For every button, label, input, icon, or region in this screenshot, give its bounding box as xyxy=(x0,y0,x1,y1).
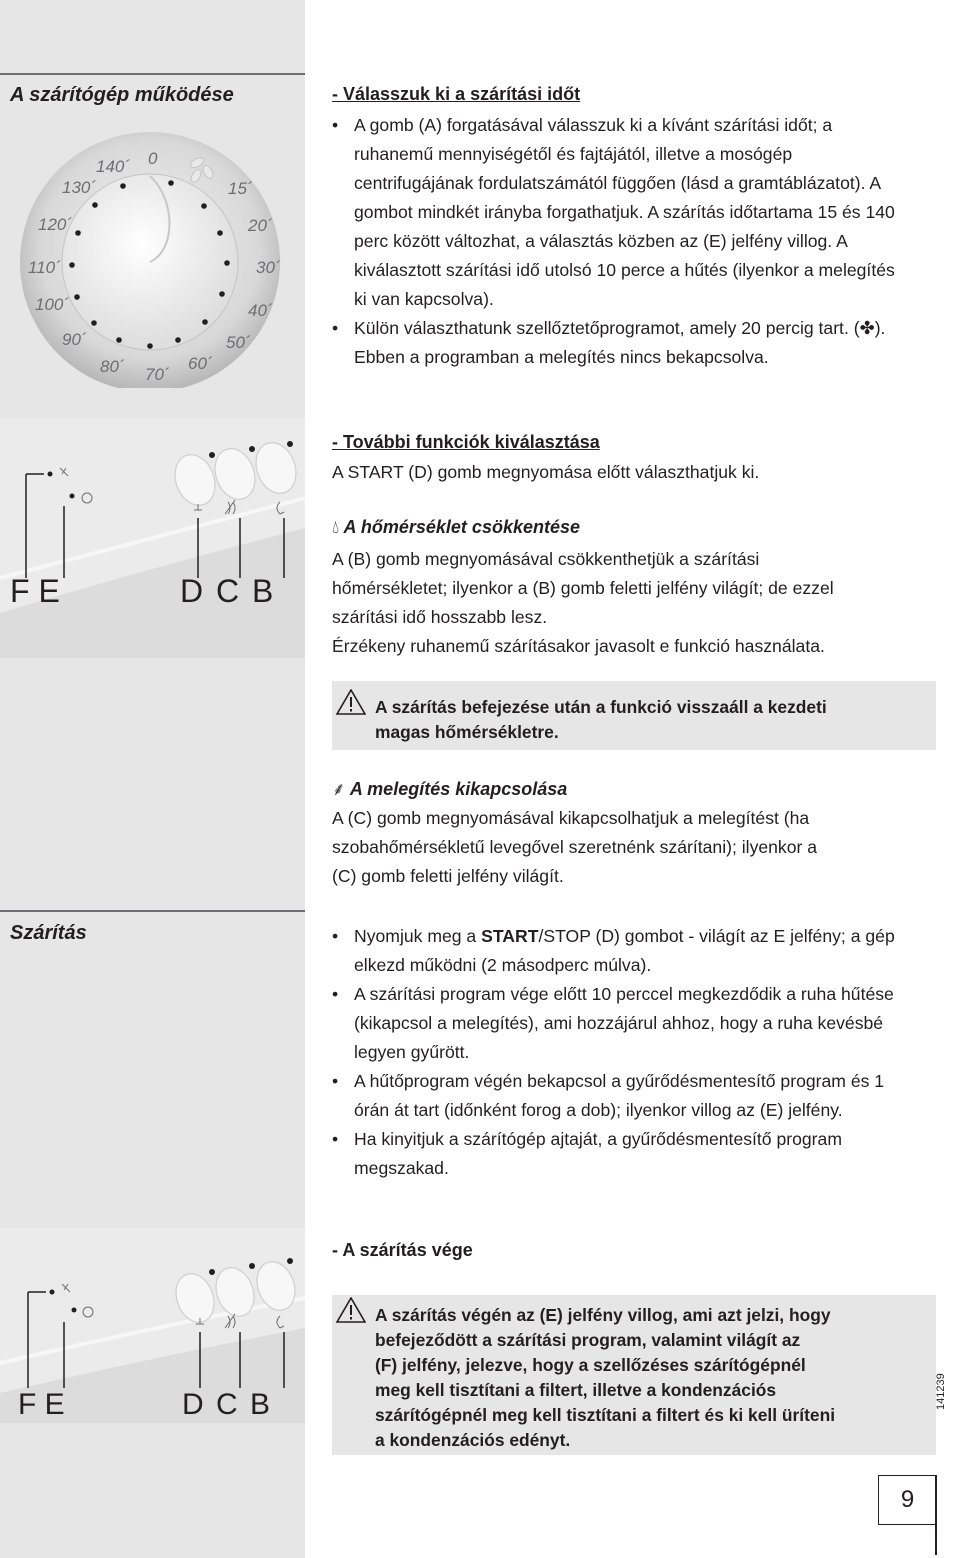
page-number-text: 9 xyxy=(900,1486,915,1513)
start-label: START xyxy=(481,926,539,946)
section-title-drying: Szárítás xyxy=(10,922,87,944)
warning-line: A szárítás végén az (E) jelfény villog, ami azt jelzi, hogy xyxy=(375,1305,831,1325)
time-bullets xyxy=(332,111,912,372)
heading-further-functions: - További funkciók kiválasztása xyxy=(332,432,600,452)
section-divider xyxy=(0,910,305,912)
text-line: A (B) gomb megnyomásával csökkenthetjük a szárítási xyxy=(332,549,760,569)
functions-intro: A START (D) gomb megnyomása előtt választhatjuk ki. xyxy=(332,462,760,482)
heading-select-time: - Válasszuk ki a szárítási időt xyxy=(332,84,581,104)
heating-off-title-text: A melegítés kikapcsolása xyxy=(349,779,568,799)
panel-letters-fe: F E xyxy=(18,1388,65,1421)
panel-letters-fe: F E xyxy=(10,573,60,609)
warning-line: A szárítás befejezése után a funkció visszaáll a kezdeti xyxy=(375,697,827,717)
list-item xyxy=(332,111,912,314)
warning-icon xyxy=(336,689,366,715)
temp-reduction-text xyxy=(332,545,932,661)
dial-label: 40´ xyxy=(248,301,273,320)
text-line: Érzékeny ruhanemű szárításakor javasolt e funkció használata. xyxy=(332,636,825,656)
list-item-text: A szárítási program vége előtt 10 perccel megkezdődik a ruha hűtése (kikapcsol a melegítés), ami hozzájárul ahhoz, hogy a ruha kevésbé legyen gyűrött. xyxy=(354,984,894,1062)
list-item xyxy=(332,1067,912,1125)
dial-label: 15´ xyxy=(228,179,253,198)
dial-label: 0 xyxy=(148,149,158,168)
warning-line: (F) jelfény, jelezve, hogy a szellőzéses szárítógépnél xyxy=(375,1355,806,1375)
panel-letters-dcb: D C B xyxy=(180,573,276,609)
temp-reduction-title-text: A hőmérséklet csökkentése xyxy=(343,517,580,537)
dial-label: 60´ xyxy=(188,354,213,373)
list-item-text: /STOP (D) gombot - világít az E jelfény; a gép elkezd működni (2 másodperc múlva). xyxy=(354,926,895,975)
warning-line: magas hőmérsékletre. xyxy=(375,722,559,742)
list-item-text: Ha kinyitjuk a szárítógép ajtaját, a gyűrődésmentesítő program megszakad. xyxy=(354,1129,842,1178)
list-item-text: ). Ebben a programban a melegítés nincs bekapcsolva. xyxy=(354,318,886,367)
heading-drying-end: - A szárítás vége xyxy=(332,1240,473,1260)
warning-line: meg kell tisztítani a filtert, illetve a kondenzációs xyxy=(375,1380,777,1400)
list-item-text: Nyomjuk meg a xyxy=(354,926,482,946)
timer-dial-illustration xyxy=(0,108,305,388)
list-item-text: A gomb (A) forgatásával válasszuk ki a kívánt szárítási időt; a ruhanemű mennyiségétől és fajtájától, illetve a mosógép centrifugájának fordulatszámától függően (lásd a gramtáblázatot). A gombot mindkét irányba forgathatjuk. A szárítás időtartama 15 és 140 perc között változhat, a választás közben az (E) jelfény villog. A kiválasztott szárítási idő utolsó 10 perce a hűtés (ilyenkor a melegítés ki van kapcsolva). xyxy=(354,115,895,309)
dial-label: 120´ xyxy=(38,215,73,234)
dial-label: 80´ xyxy=(100,357,125,376)
list-item-text: A hűtőprogram végén bekapcsol a gyűrődésmentesítő program és 1 órán át tart (időnként forog a dob); ilyenkor villog az (E) jelfény. xyxy=(354,1071,885,1120)
low-temp-icon: 💧︎ xyxy=(332,517,340,537)
document-id: 141239 xyxy=(935,1373,947,1410)
section-title-operation: A szárítógép működése xyxy=(10,84,234,106)
dial-label: 50´ xyxy=(226,333,251,352)
control-panel-illustration xyxy=(0,418,305,658)
heating-off-text xyxy=(332,804,932,891)
drying-bullets xyxy=(332,922,912,1183)
list-item xyxy=(332,980,912,1067)
warning-line: befejeződött a szárítási program, valamint világít az xyxy=(375,1330,801,1350)
heating-off-title xyxy=(332,777,567,801)
text-line: (C) gomb feletti jelfény világít. xyxy=(332,866,564,886)
dial-label: 130´ xyxy=(62,178,97,197)
dial-label: 100´ xyxy=(35,295,70,314)
list-item xyxy=(332,1125,912,1183)
dial-label: 20´ xyxy=(248,216,273,235)
dial-label: 140´ xyxy=(96,157,131,176)
dial-label: 90´ xyxy=(62,330,87,349)
warning-line: szárítógépnél meg kell tisztítani a filtert és ki kell üríteni xyxy=(375,1405,836,1425)
list-item xyxy=(332,922,912,980)
warning-line: a kondenzációs edényt. xyxy=(375,1430,571,1450)
warning-icon xyxy=(336,1297,366,1323)
section-divider xyxy=(0,73,305,75)
temp-reduction-title xyxy=(332,517,580,538)
warning-box-drying-end xyxy=(332,1295,936,1455)
text-line: szárítási idő hosszabb lesz. xyxy=(332,607,548,627)
page-number-rule xyxy=(935,1475,937,1555)
dial-label: 70´ xyxy=(145,365,170,384)
dial-label: 30´ xyxy=(256,258,281,277)
text-line: szobahőmérsékletű levegővel szeretnénk szárítani); ilyenkor a xyxy=(332,837,818,857)
text-line: A (C) gomb megnyomásával kikapcsolhatjuk a melegítést (ha xyxy=(332,808,810,828)
page-number xyxy=(878,1475,937,1525)
heating-off-icon: ⸙ xyxy=(332,779,346,799)
list-item-text: Külön választhatunk szellőztetőprogramot, amely 20 percig tart. ( xyxy=(354,318,860,338)
list-item xyxy=(332,314,912,372)
panel-letters-dcb: D C B xyxy=(182,1388,273,1421)
text-line: hőmérsékletet; ilyenkor a (B) gomb feletti jelfény világít; de ezzel xyxy=(332,578,834,598)
fan-icon: ✤ xyxy=(859,318,875,338)
dial-label: 110´ xyxy=(28,258,61,277)
warning-box-temperature xyxy=(332,681,936,750)
